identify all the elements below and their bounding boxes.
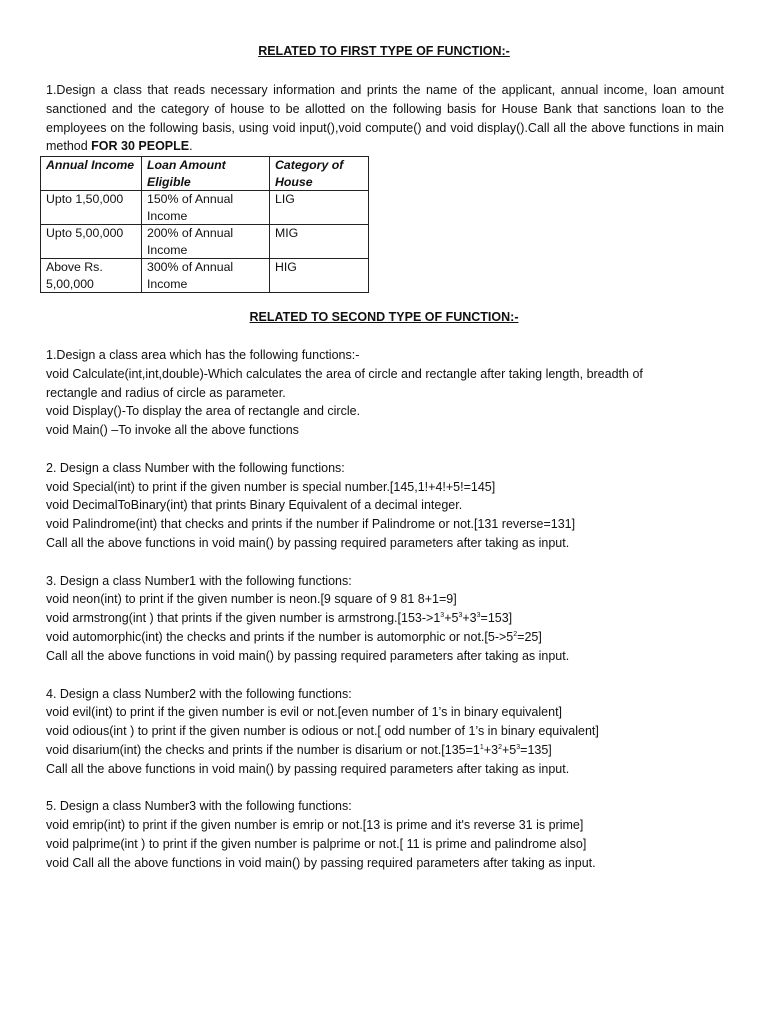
superscript: 3	[516, 743, 521, 751]
q4-evil: void evil(int) to print if the given number is evil or not.[even number of 1’s in binary equivalent]	[46, 705, 563, 719]
q3-armstrong	[46, 609, 736, 628]
table-cell: HIG	[270, 259, 369, 293]
question1-text: 1.Design a class that reads necessary information and prints the name of the applicant, annual income, loan amount sanctioned and the category of house to be allotted on the following basis for House Bank that sanctions loan to the employees on the following basis, using void input(),void compute() and void display().Call all the above functions in main method	[46, 83, 724, 154]
q3-call: Call all the above functions in void main() by passing required parameters after taking as input.	[46, 649, 570, 663]
q5-line: void Call all the above functions in void main() by passing required parameters after taking as input.	[46, 856, 596, 870]
q3-title: 3. Design a class Number1 with the following functions:	[46, 574, 352, 588]
table-cell: Upto 5,00,000	[41, 225, 142, 259]
superscript: 3	[476, 611, 481, 619]
section2-heading: RELATED TO SECOND TYPE OF FUNCTION:-	[249, 310, 519, 324]
q4-title: 4. Design a class Number2 with the following functions:	[46, 687, 352, 701]
q5-title: 5. Design a class Number3 with the following functions:	[46, 799, 352, 813]
section1-heading: RELATED TO FIRST TYPE OF FUNCTION:-	[258, 44, 510, 58]
text-span: =135]	[520, 743, 552, 757]
superscript: 2	[498, 743, 502, 751]
q2-line: Call all the above functions in void main() by passing required parameters after taking as input.	[46, 536, 570, 550]
superscript: 3	[458, 611, 463, 619]
table-cell: Upto 1,50,000	[41, 191, 142, 225]
q2-line: void Palindrome(int) that checks and prints if the number if Palindrome or not.[131 reverse=131]	[46, 517, 576, 531]
text-span: =25]	[517, 630, 542, 644]
table-header-loan-amount: Loan Amount Eligible	[142, 157, 270, 191]
table-header-annual-income: Annual Income	[41, 157, 142, 191]
q2-title: 2. Design a class Number with the following functions:	[46, 461, 345, 475]
q5-line: void palprime(int ) to print if the given number is palprime or not.[ 11 is prime and palindrome also]	[46, 837, 587, 851]
text-span: +3	[462, 611, 477, 625]
question1-end: .	[189, 139, 193, 154]
q1-line: void Display()-To display the area of rectangle and circle.	[46, 404, 361, 418]
superscript: 3	[440, 611, 445, 619]
table-row	[41, 259, 369, 293]
q1-line: rectangle and radius of circle as parameter.	[46, 386, 286, 400]
table-header-row	[41, 157, 369, 191]
text-span: =153]	[480, 611, 513, 625]
q4-disarium	[46, 741, 736, 760]
table-header-category: Category of House	[270, 157, 369, 191]
table-cell: 300% of Annual Income	[142, 259, 270, 293]
section1-question1	[46, 81, 724, 156]
table-row	[41, 191, 369, 225]
text-span: +3	[483, 743, 499, 757]
table-cell: 200% of Annual Income	[142, 225, 270, 259]
text-span: void automorphic(int) the checks and prints if the number is automorphic or not.[5->5	[46, 630, 514, 644]
text-span: void disarium(int) the checks and prints if the number is disarium or not.[135=1	[46, 743, 480, 757]
q4-odious: void odious(int ) to print if the given number is odious or not.[ odd number of 1’s in binary equivalent]	[46, 724, 599, 738]
q2-line: void DecimalToBinary(int) that prints Binary Equivalent of a decimal integer.	[46, 498, 463, 512]
question1-bold: FOR 30 PEOPLE	[91, 139, 190, 154]
table-cell: LIG	[270, 191, 369, 225]
q2-line: void Special(int) to print if the given number is special number.[145,1!+4!+5!=145]	[46, 480, 496, 494]
superscript: 1	[479, 743, 484, 751]
q3-neon: void neon(int) to print if the given number is neon.[9 square of 9 81 8+1=9]	[46, 592, 457, 606]
q5-line: void emrip(int) to print if the given number is emrip or not.[13 is prime and it's reverse 31 is prime]	[46, 818, 584, 832]
table-row	[41, 225, 369, 259]
q3-automorphic	[46, 628, 736, 647]
q1-line: void Calculate(int,int,double)-Which calculates the area of circle and rectangle after taking length, breadth of	[46, 367, 643, 381]
text-span: +5	[444, 611, 459, 625]
table-cell: Above Rs. 5,00,000	[41, 259, 142, 293]
table-cell: 150% of Annual Income	[142, 191, 270, 225]
text-span: void armstrong(int ) that prints if the given number is armstrong.[153->1	[46, 611, 441, 625]
superscript: 2	[513, 630, 518, 638]
q1-title: 1.Design a class area which has the following functions:-	[46, 348, 360, 362]
table-cell: MIG	[270, 225, 369, 259]
text-span: +5	[501, 743, 517, 757]
q4-call: Call all the above functions in void main() by passing required parameters after taking as input.	[46, 762, 570, 776]
loan-table	[40, 156, 369, 293]
q1-line: void Main() –To invoke all the above functions	[46, 423, 299, 437]
